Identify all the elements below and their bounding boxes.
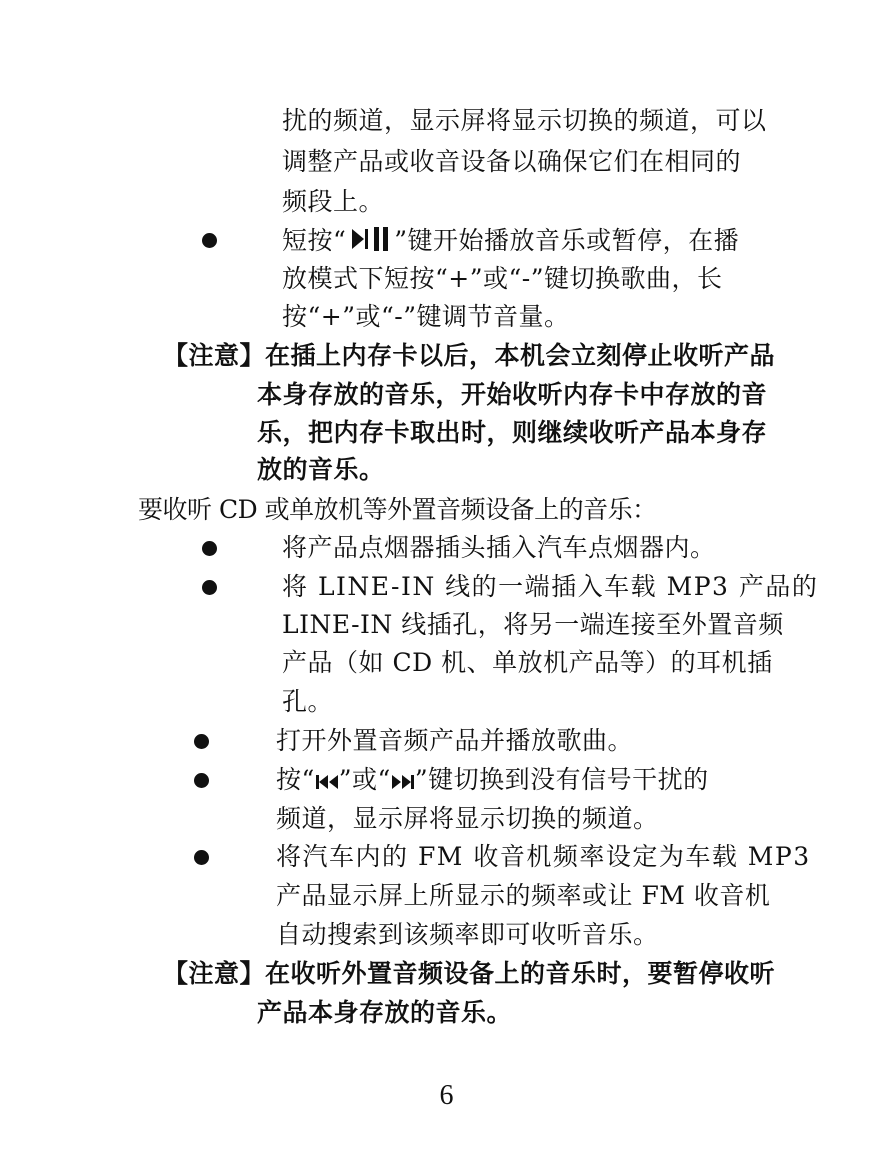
bullet-dot: [194, 850, 209, 865]
para-line-2: 调整产品或收音设备以确保它们在相同的: [282, 147, 742, 176]
bullet-5-line-3: 自动搜索到该频率即可收听音乐。: [276, 920, 659, 949]
bullet-dot: [194, 734, 209, 749]
note-1-line-3: 乐，把内存卡取出时，则继续收听产品本身存: [257, 418, 768, 447]
bullet-4-post: ”键切换到没有信号干扰的: [414, 765, 709, 794]
bullet-dot: [194, 773, 209, 788]
bullet-dot: [202, 541, 217, 556]
bullet-play-line-3: 按“+”或“-”键调节音量。: [282, 302, 570, 331]
bullet-5-line-1: 将汽车内的 FM 收音机频率设定为车载 MP3: [276, 842, 811, 871]
previous-icon: [315, 766, 339, 800]
play-pause-icon: [346, 226, 394, 261]
note-1-label: 【注意】: [163, 341, 266, 370]
note-1-line-1: [163, 339, 775, 373]
bullet-3: 打开外置音频产品并播放歌曲。: [276, 726, 634, 755]
note-1-line-2: 本身存放的音乐，开始收听内存卡中存放的音: [257, 380, 768, 409]
note-2-line-2: 产品本身存放的音乐。: [257, 998, 513, 1027]
para-line-3: 频段上。: [282, 187, 385, 216]
note-1-line-4: 放的音乐。: [257, 455, 385, 484]
bullet-4-pre: 按“: [276, 765, 315, 794]
bullet-play-pre: 短按“: [282, 226, 347, 255]
bullet-dot: [202, 580, 217, 595]
note-2-text: 在收听外置音频设备上的音乐时，要暂停收听: [265, 959, 776, 988]
note-2-label: 【注意】: [163, 959, 266, 988]
next-icon: [391, 766, 415, 800]
bullet-dot: [202, 233, 217, 248]
note-1-text: 在插上内存卡以后，本机会立刻停止收听产品: [265, 341, 776, 370]
bullet-play-line-2: 放模式下短按“+”或“-”键切换歌曲，长: [282, 264, 723, 293]
bullet-2-line-2: LINE-IN 线插孔，将另一端连接至外置音频: [282, 610, 784, 639]
bullet-2-line-3: 产品（如 CD 机、单放机产品等）的耳机插: [282, 648, 773, 677]
bullet-play-line-1: [282, 224, 739, 261]
page-number: 6: [439, 1080, 454, 1111]
note-2-line-1: [163, 957, 775, 991]
bullet-4-line-2: 频道，显示屏将显示切换的频道。: [276, 804, 659, 833]
section-intro: 要收听 CD 或单放机等外置音频设备上的音乐：: [138, 495, 657, 524]
bullet-5-line-2: 产品显示屏上所显示的频率或让 FM 收音机: [276, 881, 771, 910]
bullet-4-mid: ”或“: [338, 765, 391, 794]
bullet-1: 将产品点烟器插头插入汽车点烟器内。: [282, 533, 716, 562]
para-line-1: 扰的频道，显示屏将显示切换的频道，可以: [282, 106, 767, 135]
bullet-play-post: ”键开始播放音乐或暂停，在播: [394, 226, 740, 255]
bullet-2-line-1: 将 LINE-IN 线的一端插入车载 MP3 产品的: [282, 572, 819, 601]
bullet-2-line-4: 孔。: [282, 687, 334, 716]
bullet-4-line-1: [276, 763, 709, 800]
